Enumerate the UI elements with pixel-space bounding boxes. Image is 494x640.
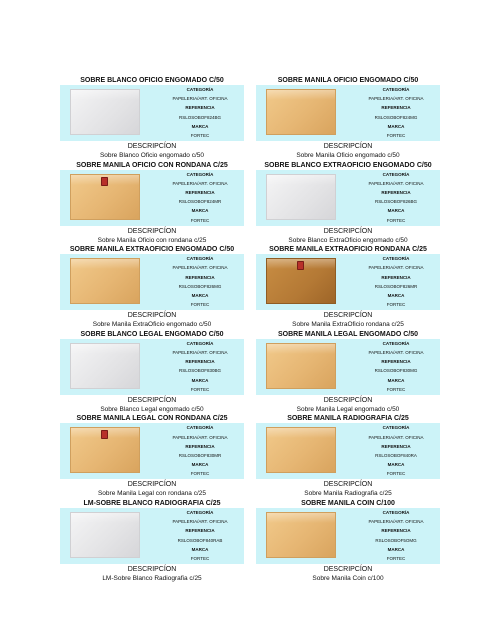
clasp-icon: [101, 177, 108, 186]
product-panel: [256, 170, 440, 226]
product-info: [156, 339, 244, 394]
product-panel: [60, 85, 244, 141]
product-title: SOBRE MANILA LEGAL CON RONDANA C/25: [76, 415, 228, 423]
envelope-image: [266, 89, 336, 135]
reference-value: RSLOSOBOF830MG: [374, 368, 418, 374]
envelope-flap: [267, 344, 335, 354]
product-card: [60, 330, 244, 415]
reference-label: REFERENCIA: [381, 274, 411, 280]
description-text: LM-Sobre Blanco Radiografia c/25: [102, 575, 202, 582]
description-heading: DESCRIPCÍON: [127, 481, 177, 489]
reference-label: REFERENCIA: [381, 189, 411, 195]
reference-value: RSLOSOBOF830MR: [178, 452, 222, 458]
category-label: CATEGORÍA: [382, 510, 410, 515]
category-label: CATEGORÍA: [382, 340, 410, 346]
product-title: SOBRE MANILA COIN C/100: [301, 500, 395, 507]
reference-value: RSLOSOBOF824BG: [178, 114, 222, 120]
brand-label: MARCA: [191, 123, 209, 129]
category-label: CATEGORÍA: [186, 340, 214, 346]
envelope-image: [266, 427, 336, 473]
product-info: [352, 170, 440, 225]
description-text: Sobre Blanco Legal engomado c/50: [100, 405, 204, 413]
product-info: [156, 170, 244, 225]
product-title: SOBRE BLANCO OFICIO ENGOMADO C/50: [80, 77, 224, 84]
category-label: CATEGORÍA: [186, 171, 214, 177]
product-card: [60, 76, 244, 161]
envelope-image: [70, 427, 140, 473]
category-value: PAPELERIA/ART. OFICINA: [172, 434, 228, 440]
envelope-image: [266, 343, 336, 389]
brand-value: FORTEC: [386, 471, 406, 477]
brand-value: FORTEC: [190, 555, 210, 561]
category-label: CATEGORÍA: [382, 171, 410, 177]
reference-value: RSLOSOBOF840RA: [375, 452, 417, 458]
envelope-flap: [267, 175, 335, 185]
product-card: [256, 414, 440, 499]
brand-value: FORTEC: [386, 302, 406, 308]
description-heading: DESCRIPCÍON: [127, 396, 177, 404]
description-heading: DESCRIPCÍON: [127, 143, 177, 150]
product-card: [256, 245, 440, 330]
brand-label: MARCA: [387, 123, 405, 129]
product-info: [156, 423, 244, 478]
category-label: CATEGORÍA: [186, 256, 214, 262]
description-text: Sobre Manila Oficio engomado c/50: [296, 152, 400, 159]
description-heading: DESCRIPCÍON: [323, 566, 373, 573]
category-label: CATEGORÍA: [186, 87, 214, 92]
brand-value: FORTEC: [190, 471, 210, 477]
category-value: PAPELERIA/ART. OFICINA: [368, 265, 424, 271]
product-title: SOBRE BLANCO EXTRAOFICIO ENGOMADO C/50: [264, 161, 432, 169]
clasp-icon: [101, 430, 108, 439]
category-value: PAPELERIA/ART. OFICINA: [172, 349, 228, 355]
description-heading: DESCRIPCÍON: [323, 227, 373, 235]
envelope-flap: [71, 513, 139, 523]
description-heading: DESCRIPCÍON: [127, 312, 177, 320]
product-info: [352, 85, 440, 140]
brand-label: MARCA: [191, 208, 209, 214]
envelope-image: [70, 89, 140, 135]
description-text: Sobre Manila Legal engomado c/50: [296, 405, 400, 413]
product-panel: [256, 85, 440, 141]
category-value: PAPELERIA/ART. OFICINA: [368, 434, 424, 440]
description-text: Sobre Manila Legal con rondana c/25: [97, 490, 207, 498]
clasp-icon: [297, 261, 304, 270]
product-panel: [256, 254, 440, 310]
envelope-flap: [71, 344, 139, 354]
product-card: [60, 245, 244, 330]
reference-label: REFERENCIA: [185, 105, 215, 111]
envelope-image: [266, 512, 336, 558]
product-title: SOBRE MANILA OFICIO ENGOMADO C/50: [277, 77, 419, 84]
reference-value: RSLOSOBOF830BG: [178, 368, 222, 374]
product-card: [60, 161, 244, 246]
brand-label: MARCA: [191, 292, 209, 298]
description-text: Sobre Manila Coin c/100: [312, 575, 384, 582]
description-text: Sobre Blanco Oficio engomado c/50: [99, 152, 205, 159]
brand-value: FORTEC: [386, 217, 406, 223]
envelope-image: [70, 258, 140, 304]
envelope-image: [70, 512, 140, 558]
product-info: [352, 254, 440, 309]
reference-value: RSLOSOBOF824MR: [178, 199, 222, 205]
product-title: SOBRE MANILA EXTRAOFICIO ENGOMADO C/50: [69, 246, 235, 254]
product-title: LM-SOBRE BLANCO RADIOGRAFIA C/25: [83, 500, 221, 507]
description-heading: DESCRIPCÍON: [127, 227, 177, 235]
brand-label: MARCA: [387, 462, 405, 468]
category-label: CATEGORÍA: [186, 425, 214, 431]
reference-value: RSLOSOBOF826MR: [374, 283, 418, 289]
product-info: [352, 339, 440, 394]
product-panel: [256, 339, 440, 395]
product-panel: [60, 170, 244, 226]
product-title: SOBRE MANILA LEGAL ENGOMADO C/50: [277, 330, 418, 338]
envelope-flap: [267, 513, 335, 523]
description-heading: DESCRIPCÍON: [127, 566, 177, 573]
brand-label: MARCA: [387, 208, 405, 214]
envelope-flap: [267, 428, 335, 438]
brand-label: MARCA: [387, 546, 405, 552]
envelope-flap: [267, 90, 335, 100]
product-info: [352, 508, 440, 563]
product-panel: [60, 254, 244, 310]
reference-label: REFERENCIA: [381, 443, 411, 449]
brand-label: MARCA: [387, 377, 405, 383]
description-text: Sobre Blanco ExtraOficio engomado c/50: [288, 236, 408, 244]
envelope-flap: [71, 90, 139, 100]
brand-label: MARCA: [387, 292, 405, 298]
product-card: [256, 161, 440, 246]
product-card: [256, 330, 440, 415]
description-heading: DESCRIPCÍON: [323, 143, 373, 150]
reference-label: REFERENCIA: [381, 105, 411, 111]
product-panel: [256, 508, 440, 564]
category-value: PAPELERIA/ART. OFICINA: [172, 180, 228, 186]
reference-label: REFERENCIA: [381, 528, 411, 534]
product-card: [60, 414, 244, 499]
description-text: Sobre Manila ExtraOficio engomado c/50: [92, 321, 212, 329]
description-text: Sobre Manila Oficio con rondana c/25: [97, 236, 207, 244]
product-info: [156, 85, 244, 140]
reference-label: REFERENCIA: [185, 528, 215, 534]
product-title: SOBRE MANILA EXTRAOFICIO RONDANA C/25: [269, 246, 427, 254]
product-panel: [60, 423, 244, 479]
category-value: PAPELERIA/ART. OFICINA: [368, 349, 424, 355]
brand-value: FORTEC: [386, 132, 406, 138]
category-value: PAPELERIA/ART. OFICINA: [368, 519, 424, 525]
reference-value: RSLOSOBOF826MG: [178, 283, 222, 289]
brand-value: FORTEC: [190, 217, 210, 223]
description-text: Sobre Manila ExtraOficio rondana c/25: [292, 321, 404, 329]
product-card: [60, 499, 244, 584]
envelope-image: [266, 174, 336, 220]
brand-value: FORTEC: [386, 555, 406, 561]
category-label: CATEGORÍA: [382, 425, 410, 431]
envelope-flap: [71, 259, 139, 269]
brand-value: FORTEC: [190, 302, 210, 308]
category-value: PAPELERIA/ART. OFICINA: [368, 96, 424, 102]
category-label: CATEGORÍA: [186, 510, 214, 515]
brand-value: FORTEC: [190, 386, 210, 392]
reference-label: REFERENCIA: [381, 359, 411, 365]
brand-label: MARCA: [191, 377, 209, 383]
product-info: [156, 508, 244, 563]
brand-value: FORTEC: [386, 386, 406, 392]
reference-label: REFERENCIA: [185, 359, 215, 365]
category-label: CATEGORÍA: [382, 256, 410, 262]
reference-label: REFERENCIA: [185, 189, 215, 195]
description-text: Sobre Manila Radiografia c/25: [304, 490, 392, 498]
category-value: PAPELERIA/ART. OFICINA: [172, 519, 228, 525]
product-panel: [256, 423, 440, 479]
category-value: PAPELERIA/ART. OFICINA: [172, 265, 228, 271]
envelope-image: [70, 174, 140, 220]
brand-label: MARCA: [191, 462, 209, 468]
description-heading: DESCRIPCÍON: [323, 396, 373, 404]
product-info: [156, 254, 244, 309]
reference-value: RSLOSOBOF826BG: [374, 199, 418, 205]
description-heading: DESCRIPCÍON: [323, 312, 373, 320]
product-info: [352, 423, 440, 478]
product-panel: [60, 339, 244, 395]
envelope-image: [70, 343, 140, 389]
product-title: SOBRE MANILA OFICIO CON RONDANA C/25: [76, 161, 228, 169]
brand-label: MARCA: [191, 546, 209, 552]
product-title: SOBRE MANILA RADIOGRAFIA C/25: [287, 415, 409, 423]
reference-value: RSLOSOBOF840RAB: [177, 537, 223, 543]
product-card: [256, 499, 440, 584]
category-value: PAPELERIA/ART. OFICINA: [172, 96, 228, 102]
reference-value: RSLOSOBOF824MG: [374, 114, 418, 120]
description-heading: DESCRIPCÍON: [323, 481, 373, 489]
category-value: PAPELERIA/ART. OFICINA: [368, 180, 424, 186]
reference-label: REFERENCIA: [185, 443, 215, 449]
product-panel: [60, 508, 244, 564]
reference-label: REFERENCIA: [185, 274, 215, 280]
product-title: SOBRE BLANCO LEGAL ENGOMADO C/50: [80, 330, 224, 338]
envelope-image: [266, 258, 336, 304]
reference-value: RSLOSOBOF5OMG: [375, 537, 417, 543]
brand-value: FORTEC: [190, 132, 210, 138]
category-label: CATEGORÍA: [382, 87, 410, 92]
product-card: [256, 76, 440, 161]
